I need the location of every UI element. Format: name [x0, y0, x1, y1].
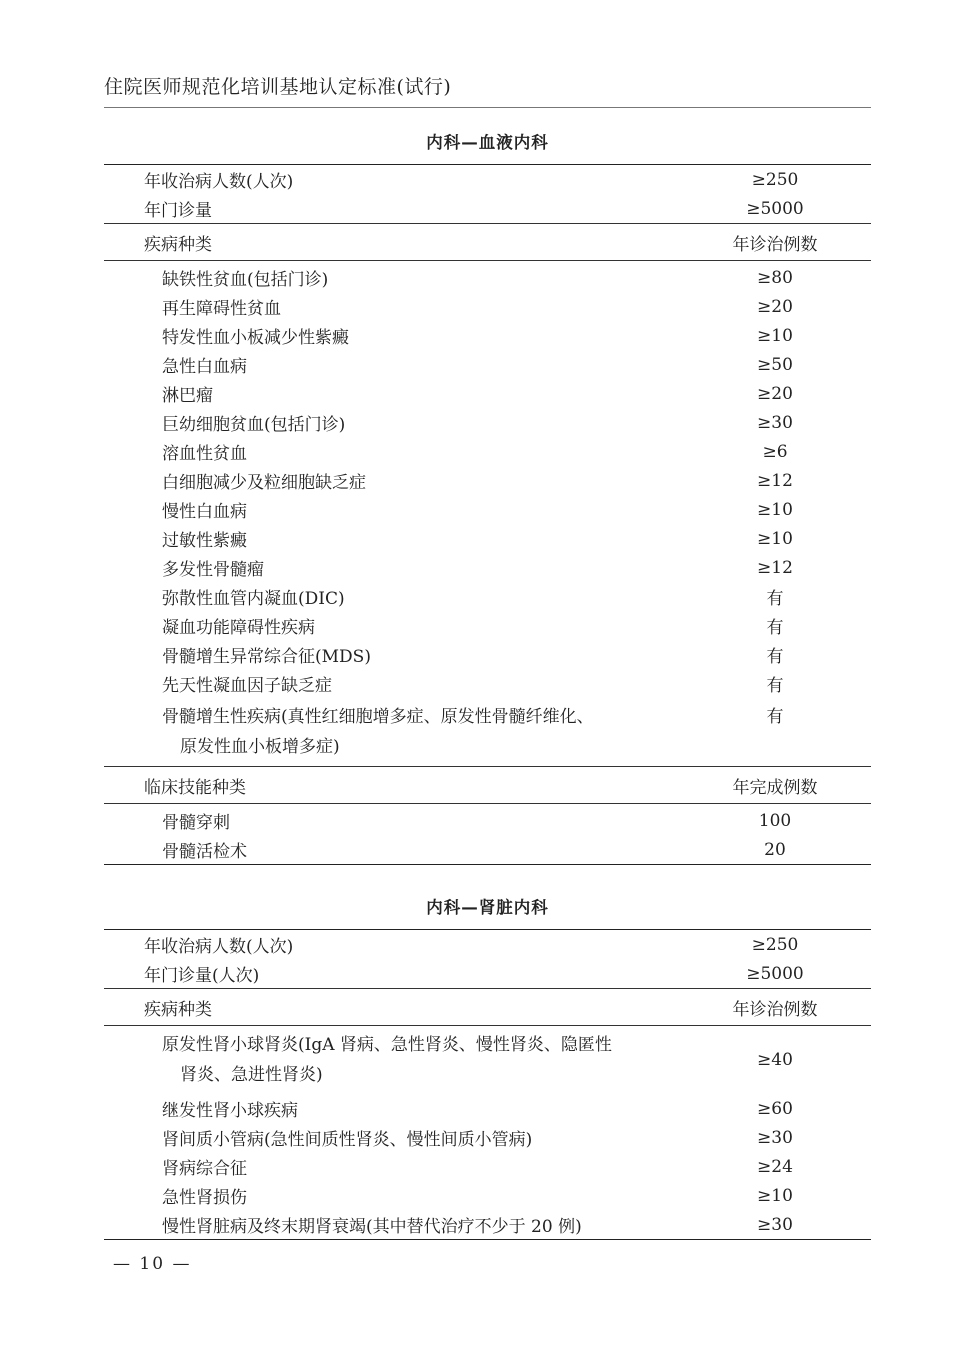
- disease-name: 巨幼细胞贫血(包括门诊): [162, 415, 346, 435]
- stat-label: 年收治病人数(人次): [144, 937, 294, 957]
- disease-count: ≥10: [757, 499, 793, 520]
- disease-count: ≥12: [757, 557, 793, 578]
- stat-value: ≥5000: [746, 198, 804, 219]
- stat-value: ≥250: [751, 169, 799, 190]
- disease-count: 有: [766, 618, 784, 638]
- disease-count: 有: [766, 647, 784, 667]
- disease-count: 有: [766, 676, 784, 696]
- skill-name: 骨髓活检术: [162, 842, 247, 862]
- column-header: 疾病种类: [144, 234, 212, 255]
- disease-name: 白细胞减少及粒细胞缺乏症: [162, 473, 366, 493]
- requirements-table: [104, 929, 871, 1240]
- disease-count: ≥10: [757, 325, 793, 346]
- stat-label: 年门诊量: [144, 201, 212, 221]
- disease-row: [104, 1210, 871, 1240]
- disease-name: [104, 1026, 679, 1095]
- column-header: 年诊治例数: [732, 234, 818, 255]
- disease-row: [104, 1123, 871, 1152]
- disease-count: ≥80: [757, 267, 793, 288]
- skill-row: [104, 835, 871, 865]
- stat-row: [104, 194, 871, 224]
- disease-name: 再生障碍性贫血: [162, 299, 281, 319]
- disease-header-row: [104, 989, 871, 1026]
- disease-row: [104, 640, 871, 669]
- disease-name: 多发性骨髓瘤: [162, 560, 264, 580]
- disease-count: ≥24: [757, 1156, 793, 1177]
- disease-name: 缺铁性贫血(包括门诊): [162, 270, 329, 290]
- disease-count: ≥6: [762, 441, 788, 462]
- stat-label: 年门诊量(人次): [144, 966, 260, 986]
- skill-name: 骨髓穿刺: [162, 813, 230, 833]
- disease-count: ≥10: [757, 528, 793, 549]
- skill-header-row: [104, 767, 871, 804]
- page-number: — 10 —: [113, 1254, 192, 1274]
- disease-row: [104, 350, 871, 379]
- disease-count: ≥30: [757, 412, 793, 433]
- disease-count: ≥30: [757, 1214, 793, 1235]
- disease-name: 慢性肾脏病及终末期肾衰竭(其中替代治疗不少于 20 例): [162, 1217, 582, 1237]
- disease-row: [104, 321, 871, 350]
- disease-row: [104, 698, 871, 767]
- disease-row: [104, 669, 871, 698]
- disease-row: [104, 1094, 871, 1123]
- section-nephrology: [104, 895, 871, 1240]
- skill-count: 100: [758, 810, 792, 831]
- disease-name: 先天性凝血因子缺乏症: [162, 676, 332, 696]
- running-header: 住院医师规范化培训基地认定标准(试行): [104, 76, 452, 98]
- disease-name: 特发性血小板减少性紫癜: [162, 328, 349, 348]
- stat-row: [104, 930, 871, 960]
- disease-name: 继发性肾小球疾病: [162, 1101, 298, 1121]
- disease-count: ≥50: [757, 354, 793, 375]
- stat-row: [104, 959, 871, 989]
- disease-name: 肾间质小管病(急性间质性肾炎、慢性间质小管病): [162, 1130, 533, 1150]
- disease-name-line1: 骨髓增生性疾病(真性红细胞增多症、原发性骨髓纤维化、: [162, 707, 594, 727]
- disease-name: 急性白血病: [162, 357, 247, 377]
- stat-row: [104, 165, 871, 195]
- disease-name: [104, 698, 679, 767]
- header-rule: [104, 107, 871, 108]
- disease-row: [104, 1152, 871, 1181]
- requirements-table: [104, 164, 871, 865]
- disease-name: 弥散性血管内凝血(DIC): [162, 589, 345, 609]
- disease-name: 急性肾损伤: [162, 1188, 247, 1208]
- column-header: 年完成例数: [732, 777, 818, 798]
- disease-row: [104, 437, 871, 466]
- disease-name: 淋巴瘤: [162, 386, 213, 406]
- section-title: 内科—血液内科: [426, 133, 549, 152]
- disease-count: 有: [766, 707, 784, 727]
- disease-name: 溶血性贫血: [162, 444, 247, 464]
- disease-count: 有: [766, 589, 784, 609]
- disease-row: [104, 495, 871, 524]
- disease-row: [104, 1181, 871, 1210]
- disease-count: ≥30: [757, 1127, 793, 1148]
- section-title: 内科—肾脏内科: [426, 898, 549, 917]
- disease-name: 过敏性紫癜: [162, 531, 247, 551]
- disease-name-line2: 原发性血小板增多症): [180, 737, 340, 757]
- disease-row: [104, 466, 871, 495]
- stat-value: ≥5000: [746, 963, 804, 984]
- disease-count: ≥60: [757, 1098, 793, 1119]
- skill-count: 20: [764, 839, 786, 860]
- column-header: 临床技能种类: [144, 777, 246, 798]
- disease-count: ≥20: [757, 296, 793, 317]
- disease-name-line2: 肾炎、急进性肾炎): [180, 1065, 323, 1085]
- disease-name: 骨髓增生异常综合征(MDS): [162, 647, 371, 667]
- disease-name: 凝血功能障碍性疾病: [162, 618, 315, 638]
- disease-row: [104, 611, 871, 640]
- disease-name-line1: 原发性肾小球肾炎(IgA 肾病、急性肾炎、慢性肾炎、隐匿性: [162, 1035, 612, 1055]
- disease-row: [104, 553, 871, 582]
- disease-row: [104, 582, 871, 611]
- disease-row: [104, 1026, 871, 1095]
- disease-count: ≥12: [757, 470, 793, 491]
- disease-row: [104, 261, 871, 293]
- disease-count: ≥40: [757, 1050, 793, 1070]
- section-hematology: [104, 130, 871, 865]
- disease-count: ≥10: [757, 1185, 793, 1206]
- stat-label: 年收治病人数(人次): [144, 172, 294, 192]
- stat-value: ≥250: [751, 934, 799, 955]
- column-header: 年诊治例数: [732, 999, 818, 1020]
- disease-name: 肾病综合征: [162, 1159, 247, 1179]
- skill-row: [104, 804, 871, 836]
- column-header: 疾病种类: [144, 999, 212, 1020]
- disease-row: [104, 524, 871, 553]
- disease-row: [104, 408, 871, 437]
- disease-header-row: [104, 224, 871, 261]
- disease-row: [104, 379, 871, 408]
- disease-count: ≥20: [757, 383, 793, 404]
- disease-name: 慢性白血病: [162, 502, 247, 522]
- disease-row: [104, 292, 871, 321]
